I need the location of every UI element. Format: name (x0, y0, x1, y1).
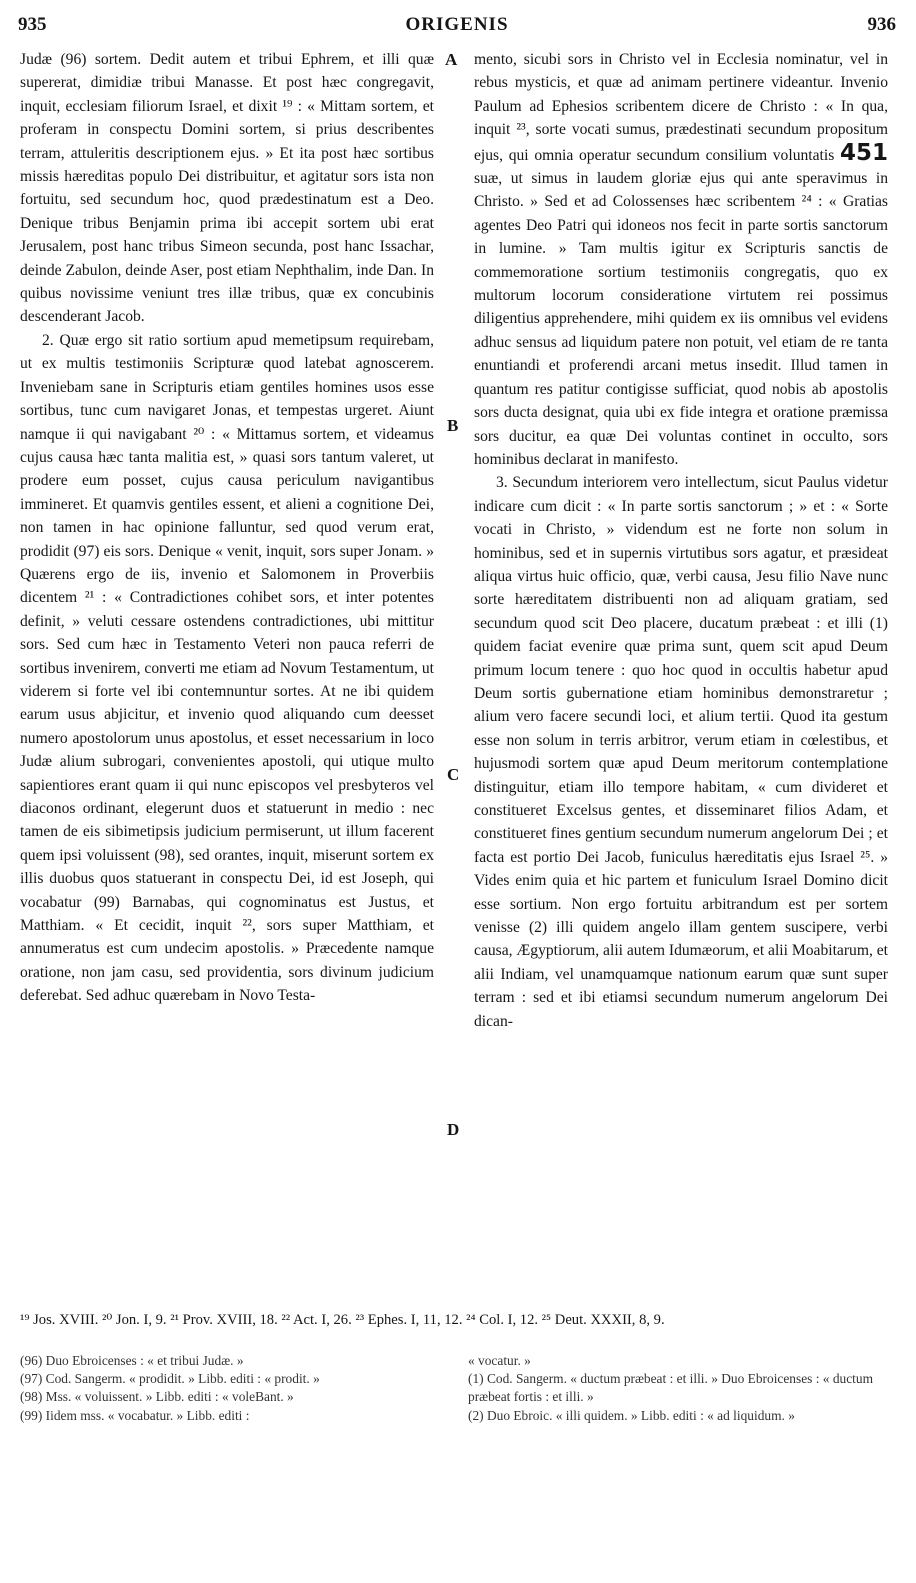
footnote: (98) Mss. « voluissent. » Libb. editi : « voleBant. » (20, 1389, 294, 1405)
scripture-references: ¹⁹ Jos. XVIII. ²⁰ Jon. I, 9. ²¹ Prov. XVIII, 18. ²² Act. I, 26. ²³ Ephes. I, 11, 12. ²⁴ Col. I, 12. ²⁵ Deut. XXXII, 8, 9. (20, 1312, 665, 1328)
page-header (18, 14, 896, 44)
right-paragraph-1 (474, 48, 888, 471)
footnote: (97) Cod. Sangerm. « prodidit. » Libb. editi : « prodit. » (20, 1371, 320, 1387)
right-paragraph-2: 3. Secundum interiorem vero intellectum, sicut Paulus videtur indicare cum dicit : « In parte sortis sanctorum ; » et : « Sorte vocati in Christo, » videndum est ne forte non solum in hominibus, sed et in supernis virtutibus sors agatur, et præsideat aliqua virtus huic officio, quæ, verbi causa, Jesu filio Nave nunc sorte hæreditatem distribuenti non ad aliquam gratiam, sed secundum quod scit Deo placere, ducatum præbeat : et illi (1) quidem faciat evenire quæ prima sunt, quem scit apud Deum primum locum tenere : quo hoc quod in occultis habetur apud Deum sortis gubernatione etiam hominibus demonstraretur ; alium vero facere secundi loci, et alium tertii. Quod ita gestum esse non solum in terris arbitror, verum etiam in cœlestibus, et hujusmodi sortem quæ apud Deum meritorum contemplatione distinguitur, etiam illo tempore habitam, « cum divideret et constitueret Excelsus gentes, et disseminaret filios Adam, et constitueret fines gentium secundum numerum angelorum Dei ; et facta est portio Dei Jacob, funiculus hæreditatis ejus Israel ²⁵. » Vides enim quia et hic partem et funiculum Israel Domino dicit esse sortium. Non ergo fortuitu arbitrandum est per sortem venisse (2) illi quidem angelo illam gentem suscipere, verbi causa, Ægyptiorum, alii autem Idumæorum, et alii Moabitarum, et alii Indiam, vel unamquamque nationum earum quæ sunt super terram : sed et ibi etiamsi secundum numerum angelorum Dei dican- (474, 474, 889, 1030)
right-column (474, 48, 888, 1033)
footnote: (99) Iidem mss. « vocabatur. » Libb. editi : (20, 1407, 250, 1423)
margin-letter-d: D (447, 1120, 460, 1139)
footnotes-right (468, 1352, 896, 1425)
footnote: (2) Duo Ebroic. « illi quidem. » Libb. editi : « ad liquidum. » (468, 1407, 795, 1423)
footnotes-left (20, 1352, 440, 1425)
footnote: (1) Cod. Sangerm. « ductum præbeat : et illi. » Duo Ebroicenses : « ductum præbeat fortis : et illi. » (468, 1371, 873, 1405)
page-number-left: 935 (18, 14, 47, 35)
right-paragraph-1-start: mento, sicubi sors in Christo vel in Ecclesia nominatur, vel in rebus mysticis, et quæ ad animam pertinere videantur. Invenio Paulum ad Ephesios scribentem dicere de Christo : « In qua, inquit ²³, sorte vocati sumus, prædestinati secundum propositum ejus, qui omnia operatur secundum consilium voluntatis (474, 51, 888, 164)
left-column (20, 48, 434, 1008)
left-paragraph-1: Judæ (96) sortem. Dedit autem et tribui Ephrem, et illi quæ supererat, dimidiæ tribui Manasse. Et post hæc congregavit, inquit, ecclesiam filiorum Israel, et dixit ¹⁹ : « Mittam sortem, et proferam in conspectu Domini sortem, si prius describentes terram, attuleritis descriptionem ejus. » Et ita post hæc sortibus missis hæreditas populo Dei distribuitur, et agitatur sors ista non fortuitu, sed secundum hoc, quod prædestinatum est a Deo. Denique tribus Benjamin prima ibi accepit sortem ubi erat Jerusalem, post hanc tribus Simeon secunda, post hanc Issachar, deinde Zabulon, deinde Aser, post etiam Nephthalim, inde Dan. In quibus novissime veniunt tres illæ tribus, quæ ex concubinis descenderant Jacob. (20, 51, 434, 326)
margin-letter-b: B (447, 416, 459, 435)
footnote: « vocatur. » (468, 1353, 531, 1368)
page-number-right: 936 (867, 14, 896, 35)
margin-letter-c: C (447, 765, 460, 784)
footnote: (96) Duo Ebroicenses : « et tribui Judæ. » (20, 1353, 244, 1368)
column-number: 451 (839, 139, 888, 166)
right-paragraph-1-end: suæ, ut simus in laudem gloriæ ejus qui ante speravimus in Christo. » Sed et ad Colossenses hæc scribentem ²⁴ : « Gratias agentes Deo Patri qui idoneos nos fecit in parte sortis sanctorum in lumine. » Tam multis igitur ex Scripturis sanctis de commemoratione sortium testimoniis congregatis, quo ex multorum locorum consideratione virtutem rei possimus diligentius apprehendere, mihi quidem ex iis omnibus vel evidens adhuc sensus ad liquidum patere non potuit, vel etiam de re tanta enuntiandi et proferendi arcani metus insedit. Illud tamen in quantum res patitur contigisse sufficiat, quod nobis ab apostolis sors ducta designat, quia ubi ex fide integra et oratione præmissa sors ducitur, ea quæ Dei voluntas continet in occulto, sors hominibus declarat in manifesto. (474, 170, 888, 468)
left-paragraph-2: 2. Quæ ergo sit ratio sortium apud memetipsum requirebam, ut ex multis testimoniis Scripturæ quod latebat agnoscerem. Inveniebam sane in Scripturis etiam gentiles homines usos esse sortibus, tunc cum navigaret Jonas, et tempestas urgeret. Aiunt namque ii qui navigabant ²⁰ : « Mittamus sortem, et videamus cujus causa hæc tanta malitia est, » quasi sors tantum valeret, ut prodere eum posset, cujus causa periculum navigantibus immineret. Et quamvis gentiles essent, et alieni a cognitione Dei, non tamen in hac opinione falluntur, sed quod verum erat, prodidit (97) eis sors. Denique « venit, inquit, sors super Jonam. » Quærens ergo de iis, invenio et Salomonem in Proverbiis dicentem ²¹ : « Contradictiones cohibet sors, et inter potentes definit, » veluti cessare ostendens contradictiones, ubi mittitur sors. Sed cum hæc in Testamento Veteri non pauca referri de sortibus invenirem, converti me etiam ad Novum Testamentum, ut viderem si forte vel ibi contemnuntur sortes. At ne ibi quidem earum usus abjicitur, et invenio quod aliquando cum deesset numero apostolorum unus apostolus, et esset necessarium in loco Judæ alium subrogari, convenientes apostoli, qui utique multo sapientiores erant quam ii qui nunc episcopos vel presbyteros vel diaconos ordinant, elegerunt duos et statuerunt in medio : nec tamen de eis sibimetipsis judicium permiserunt, ut illum facerent quem ipsi voluissent (98), sed orantes, inquit, miserunt sortem ex illis duobus quos statuerant in conspectu Dei, id est Joseph, qui vocabatur (99) Barnabas, qui cognominatus est Justus, et Matthiam. « Et cecidit, inquit ²², sors super Matthiam, et annumeratus est cum undecim apostolis. » Præcedente namque oratione, non jam casu, sed providentia, sors divinum judicium deferebat. Sed adhuc quærebam in Novo Testa- (20, 331, 434, 1005)
margin-letter-a: A (445, 50, 458, 69)
running-title: ORIGENIS (405, 14, 509, 35)
